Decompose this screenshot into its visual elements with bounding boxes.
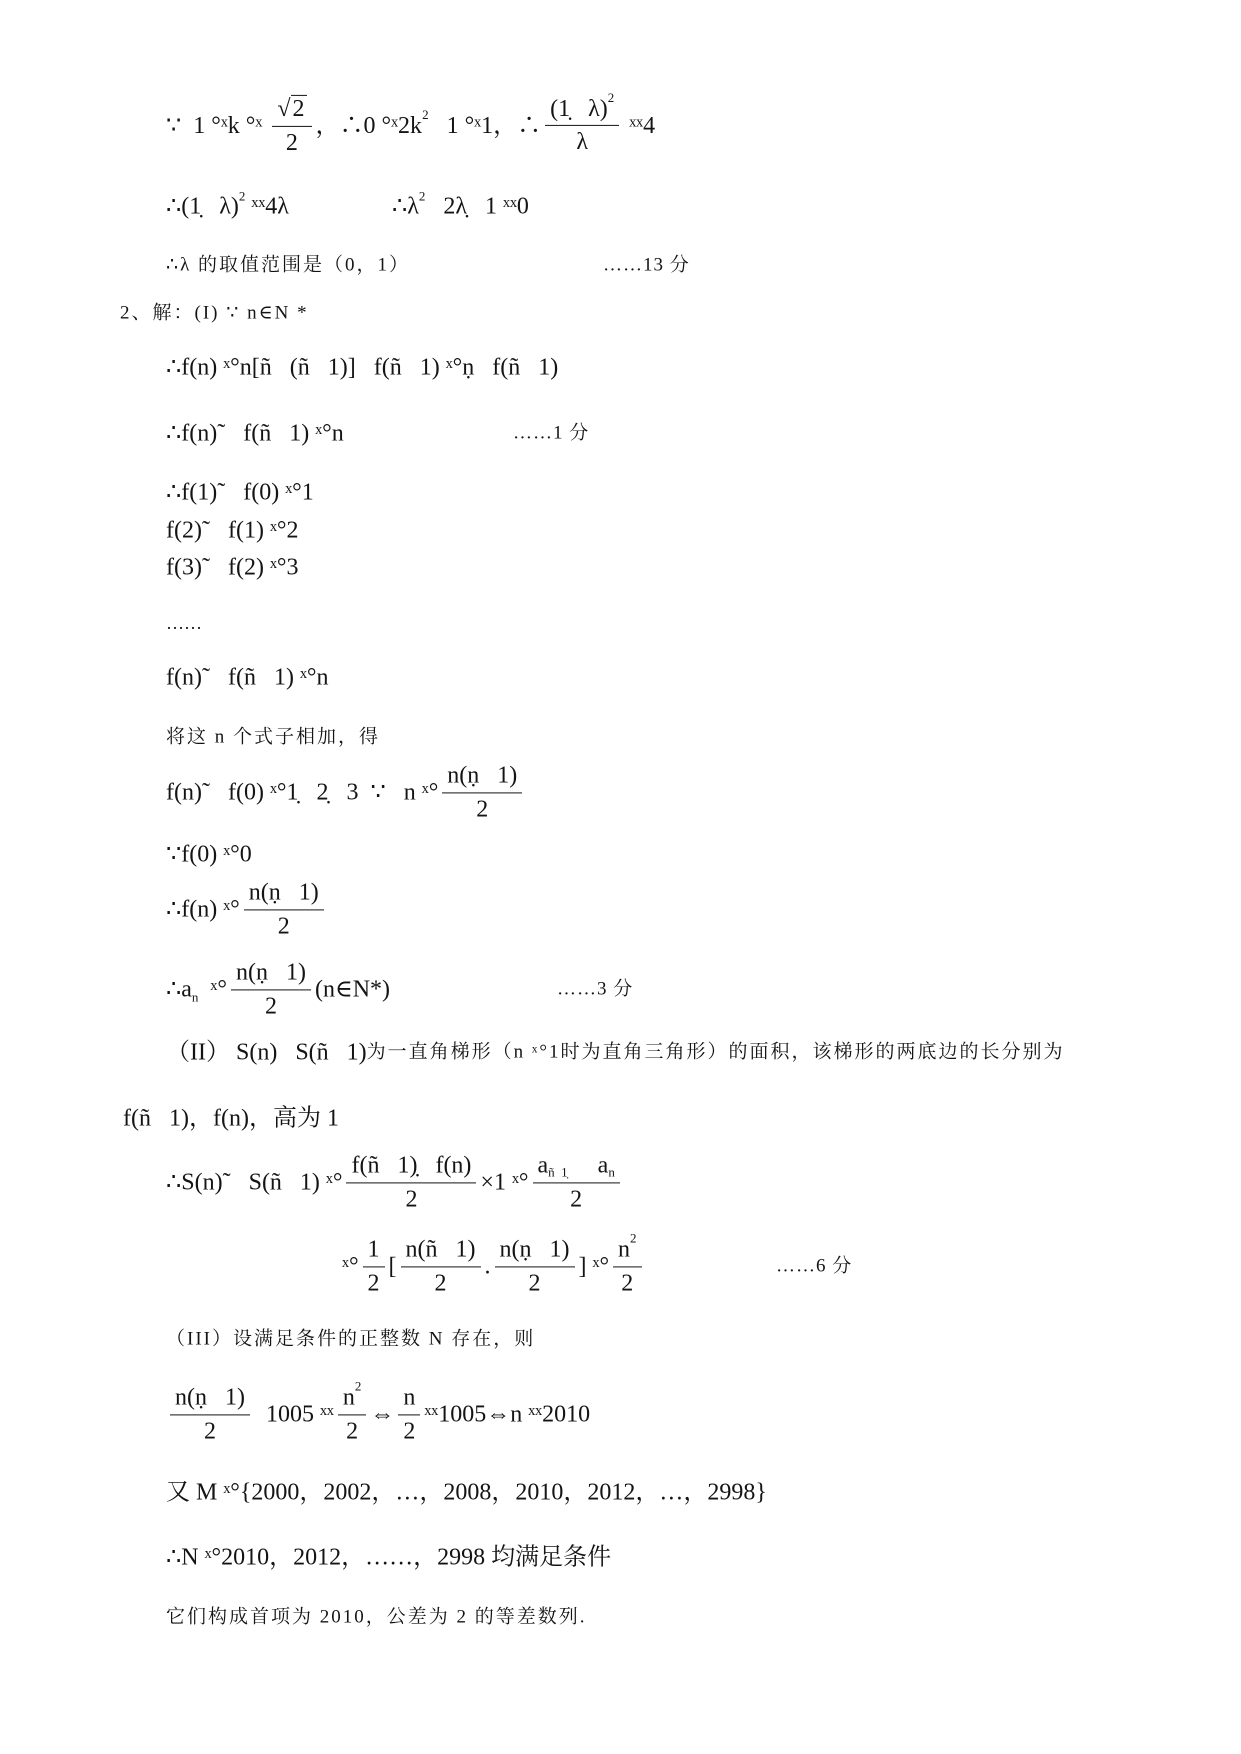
text-segment: ∴S(n)˜ S(ñ 1) ˣ°: [166, 1169, 343, 1196]
line-conclusion: [166, 1607, 587, 1630]
fraction-n-n-minus-1-over-2: [401, 1236, 481, 1297]
fraction-a-sum-over-2: [533, 1152, 620, 1213]
ellipsis-line: [166, 613, 202, 635]
line-an-formula: [166, 959, 390, 1020]
text-segment: ] ˣ°: [578, 1253, 610, 1280]
line-set-m: [166, 1479, 767, 1508]
denominator: 2: [367, 1270, 380, 1296]
text-segment: ⇔: [370, 1401, 395, 1428]
numerator-text: a: [567, 1152, 609, 1179]
text-segment: 又 M ˣ°{2000，2002，…，2008，2010，2012，…，2998}: [166, 1479, 767, 1506]
numerator-text: (1̣ λ): [550, 95, 608, 122]
denominator: 2: [285, 129, 298, 156]
numerator-text: n: [342, 1384, 355, 1411]
fraction-f-sum-over-2: [346, 1152, 476, 1213]
numerator: [272, 95, 311, 127]
exponent: 2: [630, 1230, 637, 1246]
text-segment: ×1 ˣ°: [480, 1169, 529, 1196]
text-segment: 1 °ˣ1，∴: [428, 112, 542, 139]
text-segment: ˣˣ1005⇔n ˣˣ2010: [424, 1401, 591, 1428]
line-fn-difference: [166, 420, 344, 449]
text-segment: ∴f(n)˜ f(ñ 1) ˣ°n: [166, 420, 344, 447]
text-segment: ∴λ: [392, 193, 419, 220]
denominator: 2: [570, 1186, 583, 1212]
line-k-range: [166, 89, 656, 157]
text-segment: ∴a: [166, 976, 192, 1003]
denominator: 2: [528, 1270, 541, 1296]
numerator: 1: [363, 1236, 385, 1267]
numerator: n: [398, 1384, 420, 1415]
line-f0-value: [166, 841, 252, 870]
denominator: 2: [476, 796, 489, 822]
numerator: [545, 89, 619, 126]
text-segment: ˣ°: [342, 1253, 359, 1280]
score-6: [776, 1256, 852, 1279]
numerator: n(ṇ 1): [170, 1384, 250, 1415]
numerator: [338, 1378, 367, 1415]
line-area-difference: [166, 1152, 624, 1213]
subscript: n: [608, 1164, 615, 1180]
score-1: [513, 423, 589, 446]
text-segment: 2λ̣ 1 ˣˣ0: [425, 193, 529, 220]
numerator: n(ṇ 1): [244, 879, 324, 910]
line-difference-n: [166, 664, 328, 693]
subscript: ñ 1̣: [548, 1164, 568, 1180]
text-segment: 它们构成首项为 2010，公差为 2 的等差数列.: [166, 1606, 587, 1628]
line-difference-1: [166, 479, 314, 508]
denominator: 2: [621, 1270, 634, 1296]
score-text: ……13 分: [603, 254, 690, 276]
denominator: 2: [405, 1186, 418, 1212]
score-3: [557, 979, 633, 1002]
numerator: n(ṇ 1): [442, 762, 522, 793]
exponent: 2: [418, 188, 426, 204]
numerator-text: n: [618, 1236, 631, 1263]
text-segment: [: [388, 1253, 397, 1280]
text-segment: （III）设满足条件的正整数 N 存在，则: [166, 1328, 536, 1350]
fraction-n-n-plus-1-over-2: [442, 762, 522, 823]
numerator: [533, 1152, 620, 1183]
denominator: 2: [434, 1270, 447, 1296]
text-segment: ∴f(n) ˣ°: [166, 896, 240, 923]
line-lambda-range: [166, 255, 410, 278]
text-segment: ∴λ 的取值范围是（0，1）: [166, 254, 411, 276]
text-segment: f(3)˜ f(2) ˣ°3: [166, 554, 299, 581]
text-segment: 1005 ˣˣ: [253, 1401, 334, 1428]
line-area-simplified: [342, 1230, 646, 1297]
text-segment: (n∈N*): [314, 976, 391, 1003]
text-segment: 将这 n 个式子相加，得: [166, 726, 381, 748]
denominator: 2: [264, 993, 277, 1019]
text-segment: 为一直角梯形（n ˣ°1时为直角三角形）的面积，该梯形的两底边的长分别为: [366, 1041, 1065, 1063]
numerator-text: a: [537, 1152, 549, 1179]
root-sign: √: [277, 95, 291, 122]
text-segment: f(ñ 1)，f(n)，高为 1: [123, 1105, 339, 1132]
score-text: ……1 分: [513, 422, 590, 444]
fraction-lambda: [545, 89, 619, 156]
line-lambda-inequality: [166, 188, 289, 222]
score-text: ……3 分: [557, 978, 634, 1000]
text-segment: .: [484, 1253, 491, 1280]
line-fn-result: [166, 879, 328, 940]
subscript: n: [191, 989, 199, 1005]
score-text: ……6 分: [776, 1255, 853, 1277]
text-segment: f(n)˜ f(0) ˣ°1̣ 2̣ 3 ∵ n ˣ°: [166, 779, 439, 806]
line-fn-expansion: [166, 354, 558, 383]
fraction-n-n-plus-1-over-2: [495, 1236, 575, 1297]
fraction-n-n-plus-1-over-2: [231, 959, 311, 1020]
line-n-values: [166, 1544, 611, 1573]
part-2-statement: [166, 1039, 1065, 1068]
text-segment: f(2)˜ f(1) ˣ°2: [166, 517, 299, 544]
exponent: 2: [238, 188, 246, 204]
fraction-one-half: [363, 1236, 385, 1297]
numerator: n(ṇ 1): [231, 959, 311, 990]
text-segment: ……: [166, 613, 202, 634]
numerator: n(ṇ 1): [495, 1236, 575, 1267]
text-segment: ˣˣ4: [623, 112, 656, 139]
fraction-n-n-plus-1-over-2: [244, 879, 324, 940]
text-segment: ，∴0 °ˣ2k: [315, 112, 423, 139]
text-segment: ∴f(1)˜ f(0) ˣ°1: [166, 479, 314, 506]
fraction-n-squared-over-2: [338, 1378, 367, 1445]
part-3-statement: [166, 1329, 535, 1352]
text-segment: ∵f(0) ˣ°0: [166, 841, 252, 868]
fraction-n-squared-over-2: [613, 1230, 642, 1297]
line-lambda-quadratic: [392, 188, 529, 222]
text-segment: ∴(1̣ λ): [166, 193, 239, 220]
line-difference-3: [166, 554, 298, 583]
denominator: 2: [203, 1418, 216, 1444]
text-segment: f(n)˜ f(ñ 1) ˣ°n: [166, 664, 329, 691]
text-segment: ∴f(n) ˣ°n[ñ (ñ 1)] f(ñ 1) ˣ°ṇ f(ñ 1): [166, 354, 559, 381]
exponent: 2: [354, 1378, 362, 1394]
part-2-statement-cont: [123, 1105, 339, 1134]
denominator: 2: [277, 913, 290, 939]
text-segment: ∵ 1 °ˣk °ˣ: [166, 112, 269, 139]
line-add-equations: [166, 727, 380, 750]
exponent: 2: [422, 107, 429, 123]
denominator: 2: [346, 1418, 359, 1444]
fraction-root2-over-2: [272, 95, 311, 157]
text-segment: ∴N ˣ°2010，2012，……，2998 均满足条件: [166, 1544, 612, 1571]
problem-2-header: [120, 303, 309, 326]
fraction-n-n-plus-1-over-2: [170, 1384, 250, 1445]
denominator: λ: [576, 129, 588, 155]
text-segment: ˣˣ4λ: [245, 193, 289, 220]
fraction-n-over-2: [398, 1384, 420, 1445]
text-segment: 2、解：(I) ∵ n∈N *: [120, 302, 309, 324]
line-difference-2: [166, 517, 298, 546]
text-segment: ˣ°: [198, 976, 227, 1003]
score-13: [603, 255, 690, 278]
numerator: f(ñ 1)̣ f(n): [346, 1152, 476, 1183]
numerator: [613, 1230, 642, 1267]
exponent: 2: [607, 89, 615, 105]
text-segment: （II） S(n) S(ñ 1): [166, 1039, 367, 1066]
radicand: 2: [292, 95, 305, 122]
line-sum-fn: [166, 762, 526, 823]
line-inequality-chain: [166, 1378, 591, 1445]
denominator: 2: [403, 1418, 416, 1444]
numerator: n(ñ 1): [401, 1236, 481, 1267]
